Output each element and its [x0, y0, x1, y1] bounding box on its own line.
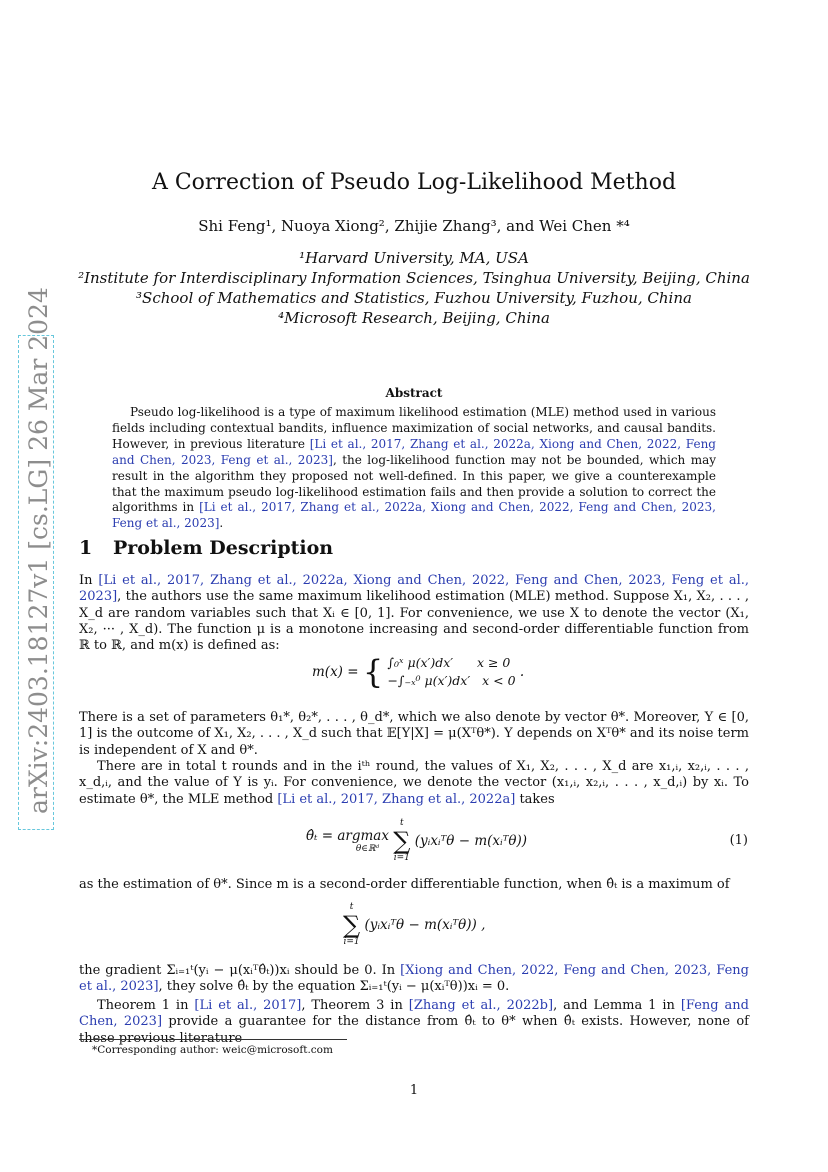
- text: , they solve θ̂ₜ by the equation Σᵢ₌₁ᵗ(yᵢ − μ(xᵢᵀθ))xᵢ = 0.: [158, 979, 510, 995]
- sum-operator: [343, 902, 360, 948]
- sum-lower: i=1: [343, 937, 360, 947]
- arxiv-id: arXiv:2403.18127v1 [cs.LG] 26 Mar 2024: [24, 287, 53, 814]
- citation-link[interactable]: [Li et al., 2017, Zhang et al., 2022a]: [277, 791, 516, 807]
- footnote-divider: [79, 1039, 347, 1040]
- citation-link[interactable]: [Li et al., 2017, Zhang et al., 2022a, Xiong and Chen, 2022, Feng and Chen, 2023, Feng et al., 2023]: [79, 573, 750, 605]
- section-number: 1: [79, 537, 93, 559]
- citation-link[interactable]: [Xiong and Chen, 2022, Feng and Chen, 2023, Feng et al., 2023]: [79, 963, 749, 995]
- text: There is a set of parameters θ₁*, θ₂*, . . . , θ_d*, which we also denote by vector θ*. Moreover, Y ∈ [0, 1] is the outcome of X₁, X₂, . . . , X_d such that 𝔼[Y|X] = μ(Xᵀθ*). Y depends on Xᵀθ* and its noise term is independent of X and θ*.: [79, 710, 749, 758]
- sum-upper: t: [400, 818, 404, 828]
- eq-lhs: θ̂ₜ = argmax: [306, 828, 389, 844]
- sum-operator: [393, 818, 410, 864]
- citation-link[interactable]: [Li et al., 2017]: [194, 998, 302, 1013]
- equation-m-definition: [312, 654, 524, 690]
- eq-rhs: (yᵢxᵢᵀθ − m(xᵢᵀθ)): [414, 833, 528, 849]
- abstract-heading: Abstract: [385, 386, 443, 400]
- section-title: Problem Description: [113, 537, 334, 559]
- text: In: [79, 573, 99, 588]
- equation-number: (1): [729, 833, 748, 848]
- paragraph-5: [79, 963, 749, 996]
- affiliation-3: ³School of Mathematics and Statistics, Fuzhou University, Fuzhou, China: [136, 289, 692, 307]
- paragraph-2: [79, 710, 749, 759]
- text: , and Lemma 1 in: [553, 998, 681, 1013]
- sum-upper: t: [349, 902, 354, 912]
- text: provide a guarantee for the distance from θ̂ₜ to θ* when θ̂ₜ exists. However, none of these previous literature: [79, 1014, 749, 1046]
- text: as the estimation of θ*. Since m is a second-order differentiable function, when θ̂ₜ is a maximum of: [79, 877, 730, 892]
- paper-title: A Correction of Pseudo Log-Likelihood Method: [151, 170, 677, 195]
- eq-case-2: −∫₋ₓ⁰ μ(x′)dx′ x < 0: [387, 673, 516, 688]
- argmax: [306, 828, 389, 854]
- equation-2: [343, 902, 485, 948]
- page-number: 1: [409, 1083, 419, 1098]
- eq-end: .: [519, 664, 525, 680]
- sigma-icon: ∑: [393, 827, 411, 855]
- footnote: *Corresponding author: weic@microsoft.com: [92, 1044, 333, 1056]
- text: There are in total t rounds and in the iᵗʰ round, the values of X₁, X₂, . . . , X_d are x₁,ᵢ, x₂,ᵢ, . . . , x_d,ᵢ, and the value of Y is yᵢ. For convenience, we denote the vector (x₁,ᵢ, x₂,ᵢ, . . . , x_d,ᵢ) by xᵢ. To estimate θ*, the MLE method: [79, 759, 749, 807]
- abstract-body: [112, 405, 716, 532]
- affiliation-4: ⁴Microsoft Research, Beijing, China: [278, 309, 550, 327]
- paragraph-3: [79, 759, 749, 808]
- abstract-text-2: , the log-likelihood function may not be bounded, which may result in the algorithm they proposed not well-defined. In this paper, we give a counterexample that the maximum pseudo log-likelihood estimation fails and then provide a solution to correct the algorithms in: [112, 452, 717, 515]
- eq-subscript: θ∈ℝᵈ: [355, 844, 380, 854]
- arxiv-stamp: [18, 287, 54, 830]
- citation-link[interactable]: [Zhang et al., 2022b]: [408, 998, 554, 1013]
- eq-lhs: m(x) =: [312, 664, 359, 680]
- sigma-icon: ∑: [343, 911, 361, 939]
- text: , Theorem 3 in: [301, 998, 409, 1013]
- eq-rhs: (yᵢxᵢᵀθ − m(xᵢᵀθ)) ,: [364, 917, 486, 933]
- equation-1: [306, 818, 527, 866]
- section-heading: [79, 537, 333, 559]
- citation-link[interactable]: [Li et al., 2017, Zhang et al., 2022a, Xiong and Chen, 2022, Feng and Chen, 2023, Feng et al., 2023]: [112, 436, 716, 467]
- affiliation-2: ²Institute for Interdisciplinary Information Sciences, Tsinghua University, Beijing, China: [78, 269, 750, 287]
- citation-link[interactable]: [Feng and Chen, 2023]: [79, 998, 750, 1030]
- eq-case-1: ∫₀ˣ μ(x′)dx′ x ≥ 0: [387, 655, 511, 670]
- text: takes: [515, 791, 555, 807]
- paragraph-4: [79, 877, 749, 893]
- citation-link[interactable]: [Li et al., 2017, Zhang et al., 2022a, Xiong and Chen, 2022, Feng and Chen, 2023, Feng et al., 2023]: [112, 500, 716, 531]
- eq-cases: [388, 654, 516, 690]
- text: , the authors use the same maximum likelihood estimation (MLE) method. Suppose X₁, X₂, . . . , X_d are random variables such that Xᵢ ∈ [0, 1]. For convenience, we use X to denote the vector (X₁, X₂, ··· , X_d). The function μ is a monotone increasing and second-order differentiable function from ℝ to ℝ, and m(x) is defined as:: [79, 589, 749, 654]
- abstract-text-1: Pseudo log-likelihood is a type of maximum likelihood estimation (MLE) method used in various fields including contextual bandits, influence maximization of social networks, and causal bandits. However, in previous literature: [112, 405, 716, 451]
- abstract-text-3: .: [219, 516, 224, 531]
- sum-lower: i=1: [393, 853, 410, 863]
- brace-icon: {: [362, 653, 384, 691]
- text: Theorem 1 in: [97, 998, 195, 1013]
- affiliation-1: ¹Harvard University, MA, USA: [299, 249, 529, 267]
- text: the gradient Σᵢ₌₁ᵗ(yᵢ − μ(xᵢᵀθ̂ₜ))xᵢ should be 0. In: [79, 963, 401, 978]
- paragraph-1: [79, 573, 749, 654]
- author-list: Shi Feng¹, Nuoya Xiong², Zhijie Zhang³, and Wei Chen *⁴: [198, 217, 630, 235]
